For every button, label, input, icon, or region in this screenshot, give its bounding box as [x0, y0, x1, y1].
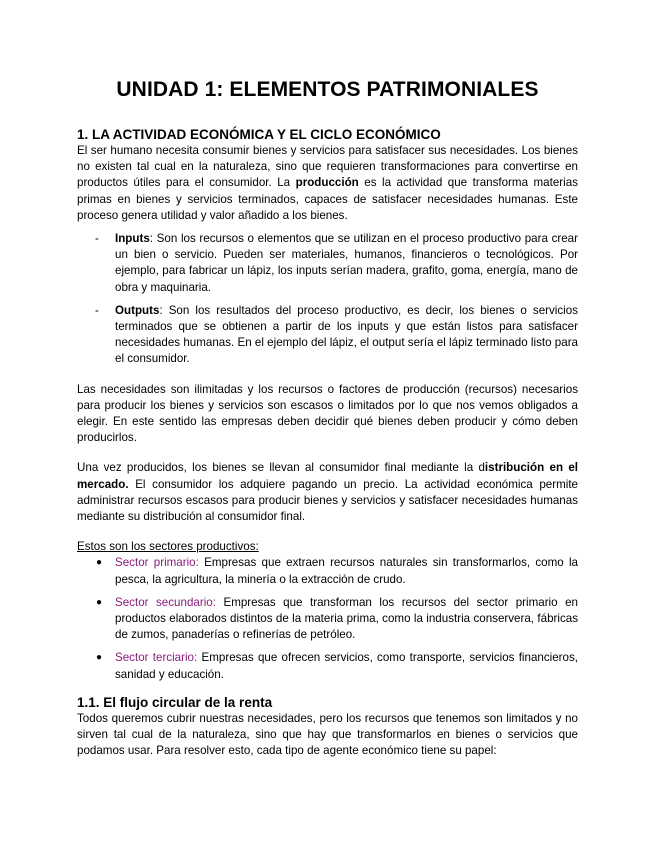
page-title: UNIDAD 1: ELEMENTOS PATRIMONIALES [116, 78, 539, 101]
outputs-description: : Son los resultados del proceso productivo, es decir, los bienes o servicios terminados que se obtienen a partir de los inputs y que están listos para satisfacer necesidades humanas. En el ejemplo del lápiz, el output sería el lápiz terminado listo para el consumidor. [115, 303, 578, 366]
distribution-text-end: El consumidor los adquiere pagando un precio. La actividad económica permite administrar recursos escasos para producir bienes y servicios y satisfacer necesidades humanas mediante su distribución al consumidor final. [77, 477, 578, 524]
list-item-sector-primario [77, 555, 578, 587]
distribution-paragraph [77, 460, 578, 525]
intro-text-start: El ser humano necesita consumir bienes y servicios para satisfacer sus necesidades. Los bienes no existen tal cual en la naturaleza, sino que requieren transformaciones para convertirse en productos útiles para el consumidor. La [77, 144, 578, 190]
bullet-marker: ● [96, 652, 103, 664]
list-item-inputs [77, 231, 578, 296]
outputs-term: Outputs [115, 303, 160, 317]
distribution-term: istribución en el mercado. [77, 461, 579, 491]
sectors-list [77, 555, 578, 682]
sector-secundario-description: Empresas que transforman los recursos del sector primario en productos elaborados distintos de la materia prima, como la industria conservera, fábricas de zumos, panaderías o refinerías de petróleo. [115, 595, 578, 642]
list-item-sector-secundario [77, 595, 578, 644]
sector-primario-name: Sector primario: [115, 556, 199, 570]
needs-paragraph: Las necesidades son ilimitadas y los recursos o factores de producción (recursos) necesarios para producir los bienes y servicios son escasos o limitados por lo que nos vemos obligados a elegir. En este sentido las empresas deben decidir qué bienes deben producir y cómo deben producirlos. [77, 382, 578, 445]
section-heading-actividad-economica: 1. LA ACTIVIDAD ECONÓMICA Y EL CICLO ECONÓMICO [77, 127, 441, 142]
intro-text-end: es la actividad que transforma materias primas en bienes y servicios terminados, capaces de satisfacer necesidades humanas. Este proceso genera utilidad y valor añadido a los bienes. [77, 176, 578, 222]
flujo-circular-paragraph: Todos queremos cubrir nuestras necesidades, pero los recursos que tenemos son limitados y no sirven tal cual de la naturaleza, sino que hay que transformarlos en bienes o servicios que podamos usar. Para resolver esto, cada tipo de agente económico tiene su papel: [77, 711, 578, 758]
sectors-intro-text: Estos son los sectores productivos: [77, 540, 259, 554]
list-item-sector-terciario [77, 650, 578, 682]
inputs-outputs-list [77, 231, 578, 368]
subsection-heading-flujo-circular: 1.1. El flujo circular de la renta [77, 694, 273, 710]
distribution-text-start: Una vez producidos, los bienes se llevan al consumidor final mediante la d [77, 461, 485, 475]
dash-marker: - [95, 232, 99, 246]
intro-paragraph [77, 143, 578, 224]
produccion-term: producción [295, 176, 359, 190]
sectors-intro [77, 539, 578, 555]
sector-terciario-description: Empresas que ofrecen servicios, como transporte, servicios financieros, sanidad y educación. [115, 651, 578, 681]
sector-secundario-name: Sector secundario: [115, 595, 216, 609]
sector-primario-description: Empresas que extraen recursos naturales sin transformarlos, como la pesca, la agricultura, la minería o la extracción de crudo. [115, 556, 578, 586]
dash-marker: - [95, 303, 99, 317]
list-item-outputs [77, 303, 578, 368]
inputs-description: : Son los recursos o elementos que se utilizan en el proceso productivo para crear un bien o servicio. Pueden ser materiales, humanos, financieros o tecnológicos. Por ejemplo, para fabricar un lápiz, los inputs serían madera, grafito, goma, energía, mano de obra y maquinaria. [115, 232, 578, 294]
inputs-term: Inputs [115, 232, 150, 246]
bullet-marker: ● [96, 557, 103, 569]
bullet-marker: ● [96, 596, 103, 608]
document-page [77, 0, 578, 760]
sector-terciario-name: Sector terciario: [115, 651, 198, 665]
